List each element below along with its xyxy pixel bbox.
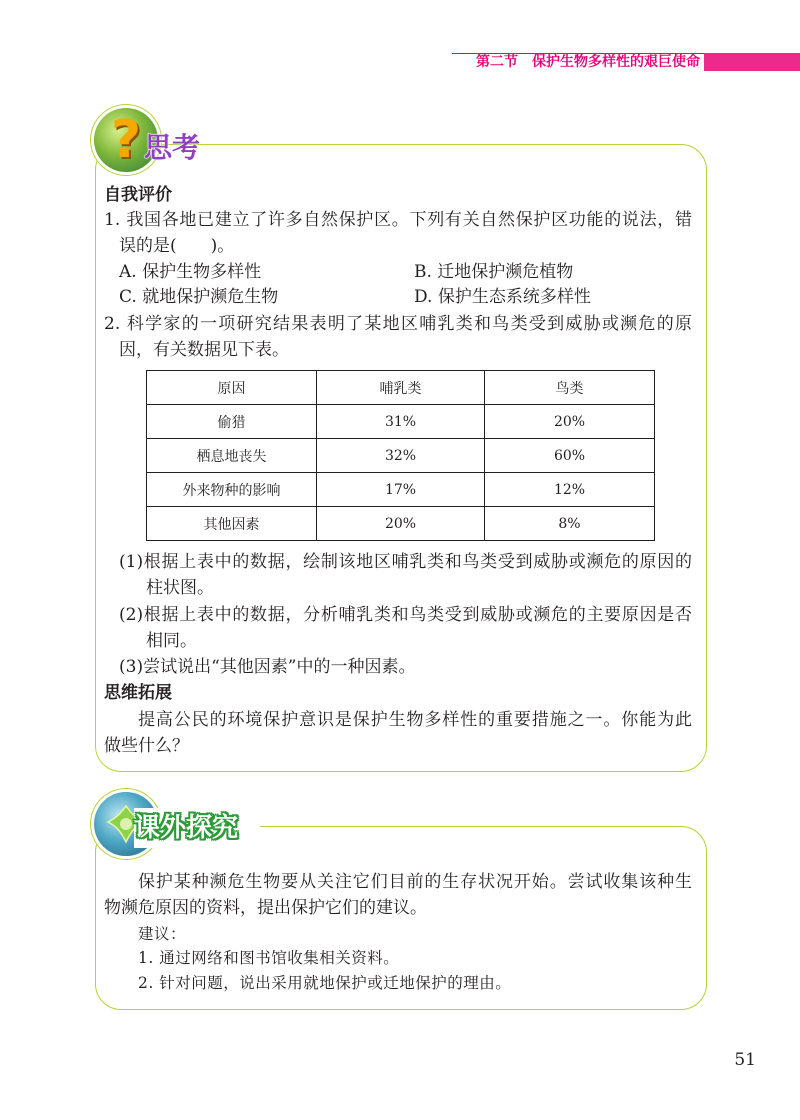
section-header: 第二节 保护生物多样性的艰巨使命: [476, 54, 700, 70]
table-header: 原因: [147, 371, 317, 405]
table-cell: 60%: [485, 439, 655, 473]
header-accent-bar: [704, 53, 800, 71]
table-cell: 偷猎: [147, 405, 317, 439]
explore-line2: 物濒危原因的资料，提出保护它们的建议。: [104, 898, 427, 918]
sub2-line1: (2)根据上表中的数据，分析哺乳类和鸟类受到威胁或濒危的主要原因是否: [119, 605, 692, 625]
table-cell: 8%: [485, 507, 655, 541]
table-row: [147, 507, 655, 541]
sub1-line1: (1)根据上表中的数据，绘制该地区哺乳类和鸟类受到威胁或濒危的原因的: [119, 552, 692, 572]
threat-causes-table: [146, 370, 655, 541]
table-header-row: [147, 371, 655, 405]
q2-line1: 2. 科学家的一项研究结果表明了某地区哺乳类和鸟类受到威胁或濒危的原: [104, 314, 692, 334]
explore-title: 课外探究: [134, 813, 239, 843]
table-cell: 12%: [485, 473, 655, 507]
explore-hint-1: 1. 通过网络和图书馆收集相关资料。: [138, 949, 400, 967]
q1-line1: 1. 我国各地已建立了许多自然保护区。下列有关自然保护区功能的说法，错: [104, 210, 692, 230]
table-cell: 20%: [485, 405, 655, 439]
sub3: (3)尝试说出“其他因素”中的一种因素。: [119, 657, 416, 677]
think-title: 思考: [144, 131, 201, 164]
table-header: 鸟类: [485, 371, 655, 405]
q1-option-a: A. 保护生物多样性: [119, 262, 262, 282]
table-row: [147, 405, 655, 439]
q2-line2: 因，有关数据见下表。: [119, 340, 289, 360]
explore-hint-label: 建议：: [138, 925, 187, 943]
extension-line2: 做些什么？: [104, 736, 189, 756]
table-header: 哺乳类: [317, 371, 485, 405]
sub2-line2: 相同。: [146, 631, 197, 651]
table-cell: 17%: [317, 473, 485, 507]
sub1-line2: 柱状图。: [146, 578, 214, 598]
table-cell: 31%: [317, 405, 485, 439]
extension-line1: 提高公民的环境保护意识是保护生物多样性的重要措施之一。你能为此: [138, 710, 692, 730]
q1-option-d: D. 保护生态系统多样性: [414, 287, 591, 307]
page-number: 51: [734, 1050, 756, 1070]
explore-line1: 保护某种濒危生物要从关注它们目前的生存状况开始。尝试收集该种生: [138, 872, 692, 892]
table-row: [147, 473, 655, 507]
table-cell: 栖息地丧失: [147, 439, 317, 473]
table-cell: 其他因素: [147, 507, 317, 541]
q1-option-b: B. 迁地保护濒危植物: [414, 262, 574, 282]
question-mark-icon: ?: [94, 108, 158, 172]
explore-hint-2: 2. 针对问题，说出采用就地保护或迁地保护的理由。: [138, 974, 512, 992]
table-cell: 20%: [317, 507, 485, 541]
table-row: [147, 439, 655, 473]
self-eval-heading: 自我评价: [104, 185, 172, 205]
extension-heading: 思维拓展: [104, 683, 172, 703]
q1-option-c: C. 就地保护濒危生物: [119, 287, 279, 307]
table-cell: 外来物种的影响: [147, 473, 317, 507]
table-cell: 32%: [317, 439, 485, 473]
q1-line2: 误的是( )。: [119, 236, 235, 256]
